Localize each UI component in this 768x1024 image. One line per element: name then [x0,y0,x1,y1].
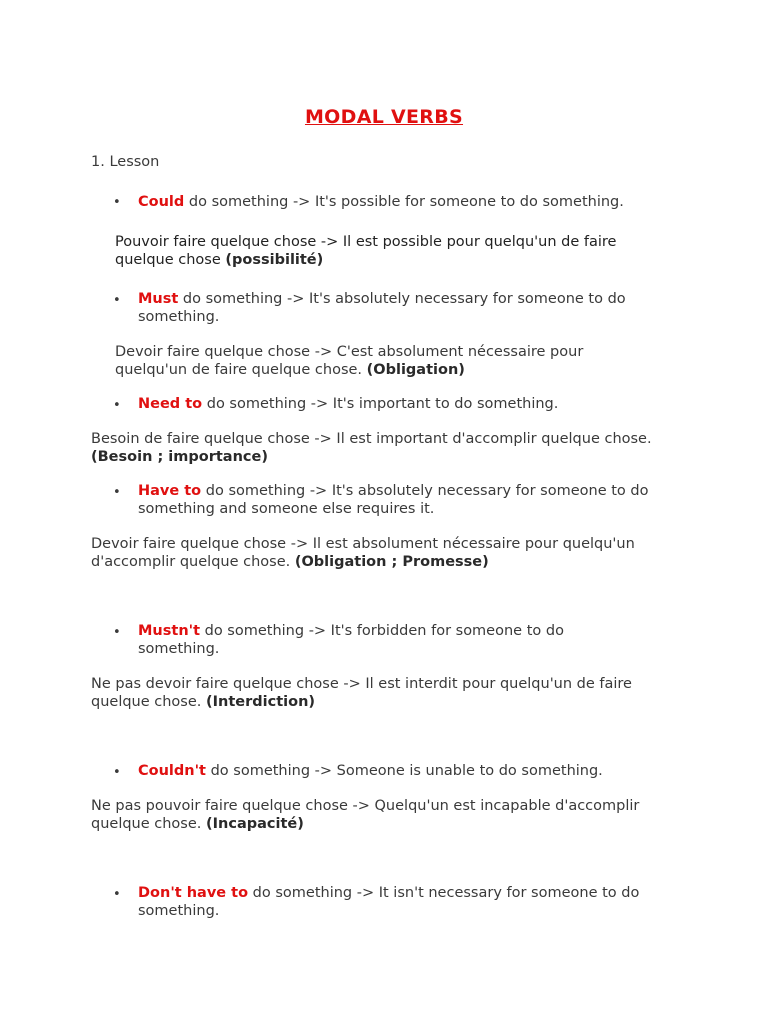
modal-term: Couldn't [138,763,206,779]
term-definition: do something -> It's important to do something. [202,396,559,412]
bullet-icon: • [113,398,121,413]
term-definition: do something -> It isn't necessary for someone to do something. [138,885,640,919]
translation-text: Ne pas devoir faire quelque chose -> Il est interdit pour quelqu'un de faire quelque chose. [91,676,632,710]
translation-text: Ne pas pouvoir faire quelque chose -> Quelqu'un est incapable d'accomplir quelque chose. [91,798,640,832]
translation-paragraph [91,675,691,711]
bullet-icon: • [113,293,121,308]
translation-paragraph [91,535,696,571]
list-item-dont-have-to [138,884,678,920]
translation-paragraph [91,430,661,466]
translation-text: Besoin de faire quelque chose -> Il est important d'accomplir quelque chose. [91,431,652,447]
bullet-icon: • [113,195,121,210]
translation-tag: (Incapacité) [206,816,304,832]
list-item-have-to [138,482,678,518]
bullet-icon: • [113,765,121,780]
term-definition: do something -> It's absolutely necessary for someone to do something. [138,291,626,325]
translation-paragraph [91,797,691,833]
term-definition: do something -> It's possible for someone to do something. [184,194,624,210]
modal-term: Mustn't [138,623,201,639]
translation-tag: (Besoin ; importance) [91,449,268,465]
list-item-must [138,290,678,326]
modal-term: Must [138,291,179,307]
page-title: MODAL VERBS [304,106,464,128]
translation-tag: (Obligation ; Promesse) [294,554,489,570]
bullet-icon: • [113,887,121,902]
translation-tag: (possibilité) [225,252,324,268]
translation-tag: (Obligation) [366,362,465,378]
list-item-could [138,193,698,211]
bullet-icon: • [113,485,121,500]
term-definition: do something -> Someone is unable to do something. [205,763,603,779]
list-item-couldnt [138,762,698,780]
term-definition: do something -> It's forbidden for someone to do something. [138,623,564,657]
modal-term: Need to [138,396,203,412]
modal-term: Have to [138,483,202,499]
translation-paragraph [115,343,635,379]
translation-paragraph [115,233,675,269]
translation-text: Devoir faire quelque chose -> Il est absolument nécessaire pour quelqu'un d'accomplir quelque chose. [91,536,635,570]
translation-text: Devoir faire quelque chose -> C'est absolument nécessaire pour quelqu'un de faire quelque chose. [115,344,584,378]
modal-term: Don't have to [138,885,249,901]
translation-text: Pouvoir faire quelque chose -> Il est possible pour quelqu'un de faire quelque chose [115,234,617,268]
list-item-need-to [138,395,698,413]
term-definition: do something -> It's absolutely necessary for someone to do something and someone else requires it. [138,483,649,517]
list-item-mustnt [138,622,618,658]
translation-tag: (Interdiction) [206,694,316,710]
bullet-icon: • [113,625,121,640]
section-heading: 1. Lesson [91,154,160,170]
modal-term: Could [138,194,185,210]
